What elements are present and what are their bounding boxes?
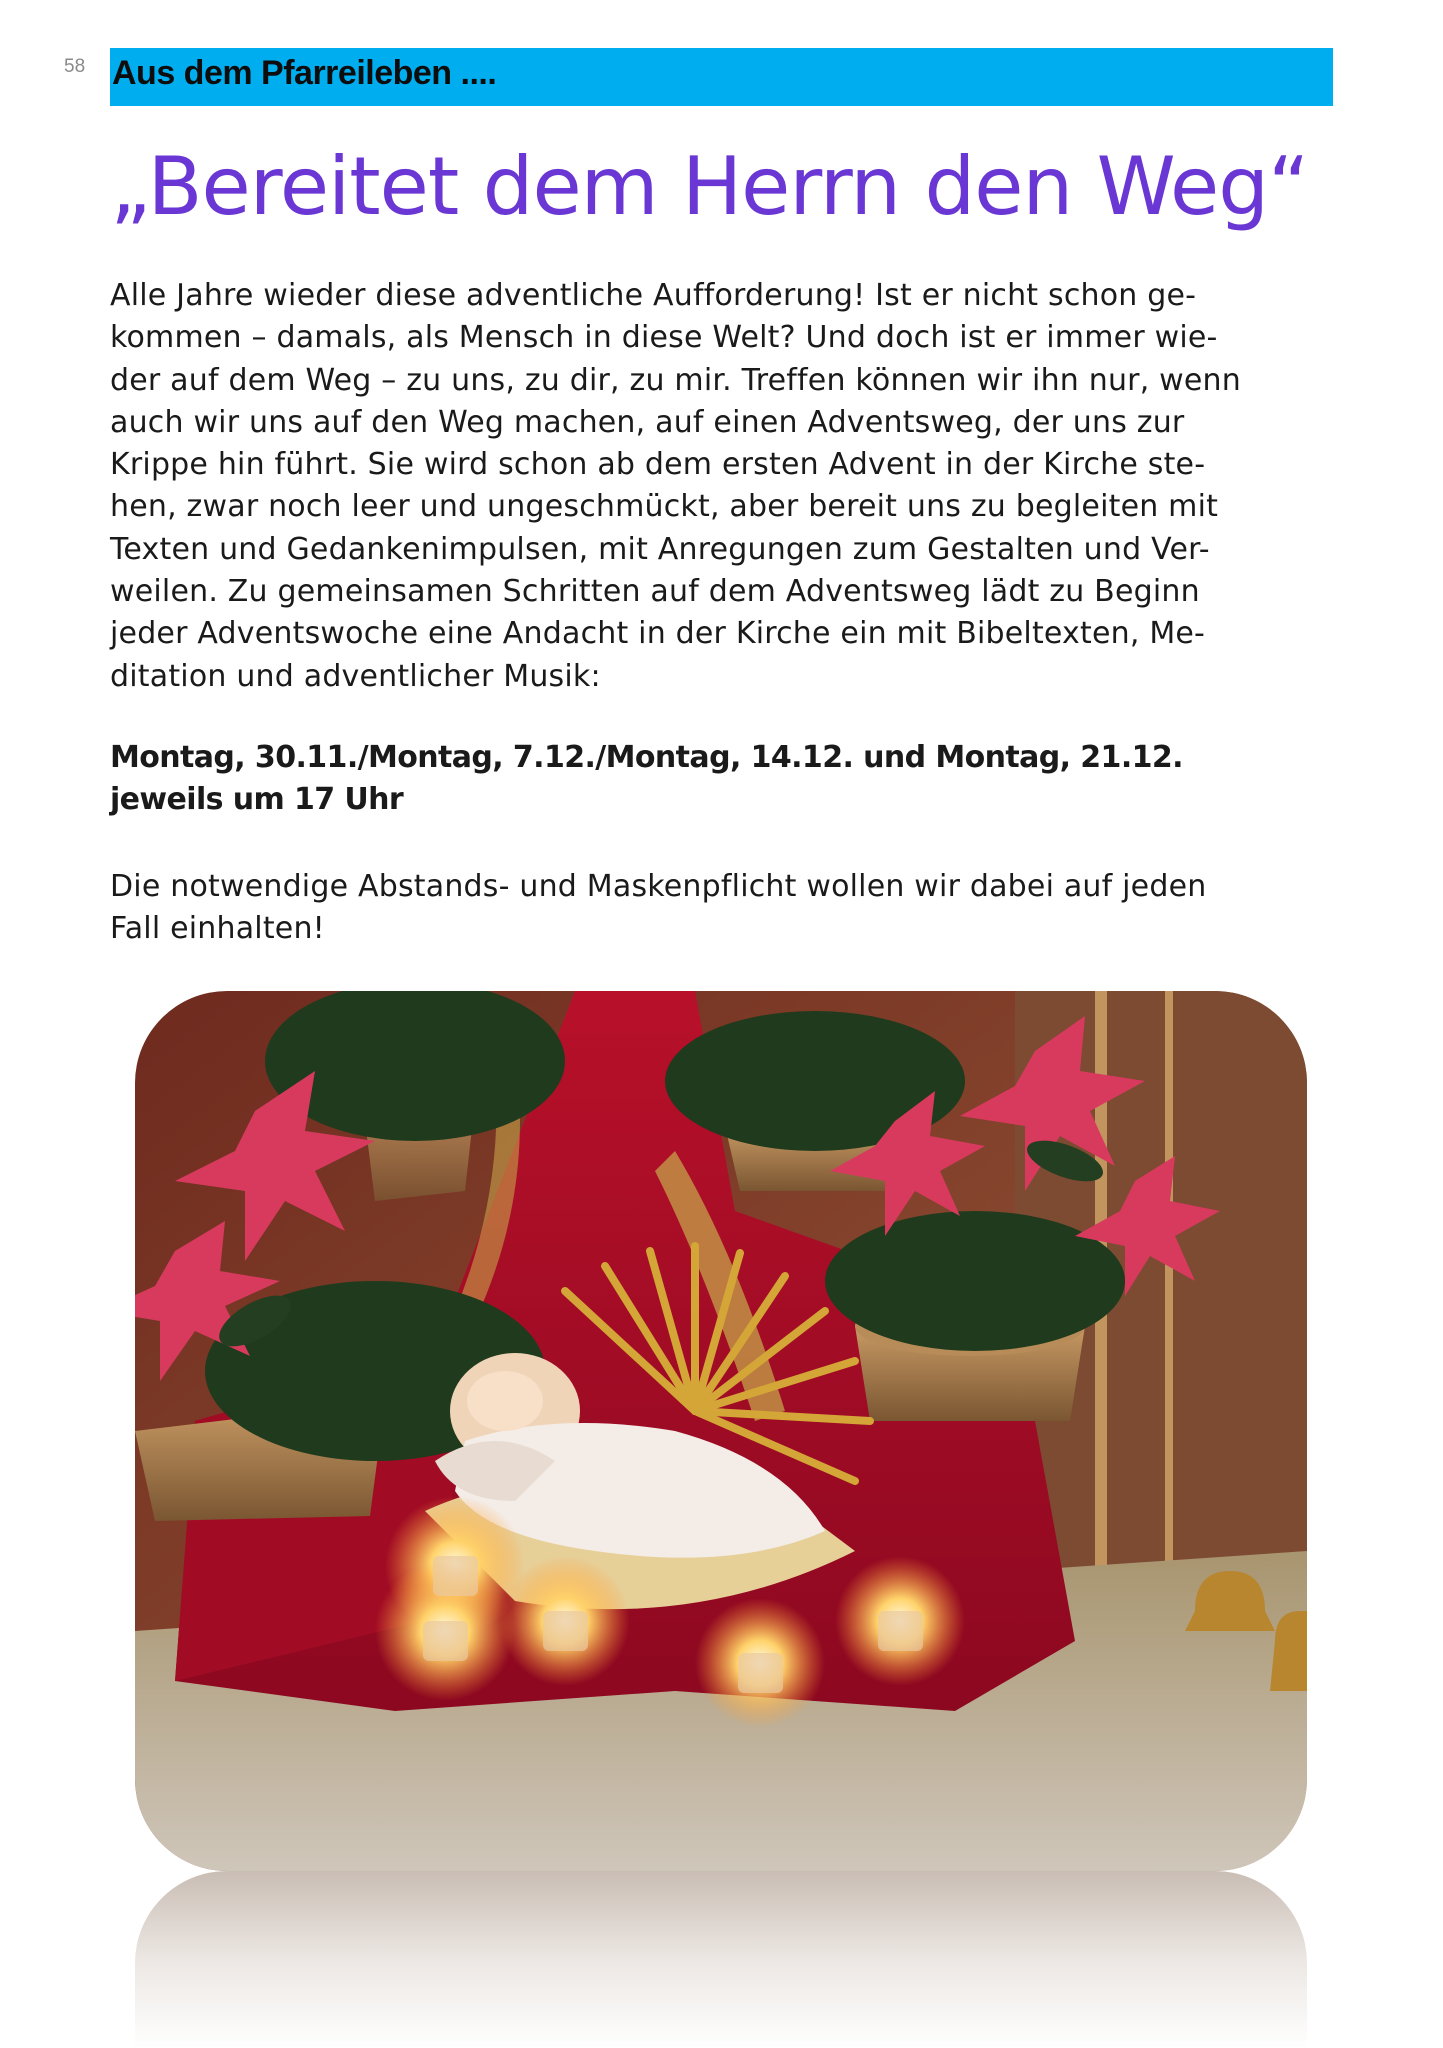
article-headline: „Bereitet dem Herrn den Weg“ [110,140,1309,233]
body-line: Alle Jahre wieder diese adventliche Aufforderung! Ist er nicht schon ge- [110,278,1197,313]
dates-time-line: jeweils um 17 Uhr [110,782,404,817]
body-line: Krippe hin führt. Sie wird schon ab dem ersten Advent in der Kirche ste- [110,447,1206,483]
page-number: 58 [64,56,86,77]
hygiene-note [110,866,1340,951]
body-line: Texten und Gedankenimpulsen, mit Anregungen zum Gestalten und Ver- [110,531,1210,567]
body-line: auch wir uns auf den Weg machen, auf einen Adventsweg, der uns zur [110,404,1185,440]
note-line: Fall einhalten! [110,911,325,947]
body-line: jeder Adventswoche eine Andacht in der Kirche ein mit Bibeltexten, Me- [110,616,1206,652]
body-line: hen, zwar noch leer und ungeschmückt, aber bereit uns zu begleiten mit [110,489,1219,525]
event-dates [110,737,1340,821]
body-line: kommen – damals, als Mensch in diese Welt? Und doch ist er immer wie- [110,320,1218,356]
body-line: weilen. Zu gemeinsamen Schritten auf dem Adventsweg lädt zu Beginn [110,574,1200,610]
body-line: ditation und adventlicher Musik: [110,658,601,694]
note-line: Die notwendige Abstands- und Maskenpflicht wollen wir dabei auf jeden [110,869,1207,904]
section-title: Aus dem Pfarreileben .... [112,54,497,92]
article-body [110,275,1340,698]
body-line: der auf dem Weg – zu uns, zu dir, zu mir. Treffen können wir ihn nur, wenn [110,362,1241,398]
dates-line: Montag, 30.11./Montag, 7.12./Montag, 14.12. und Montag, 21.12. [110,740,1183,775]
photo-reflection [135,1871,1307,2048]
nativity-photo [135,991,1307,1871]
